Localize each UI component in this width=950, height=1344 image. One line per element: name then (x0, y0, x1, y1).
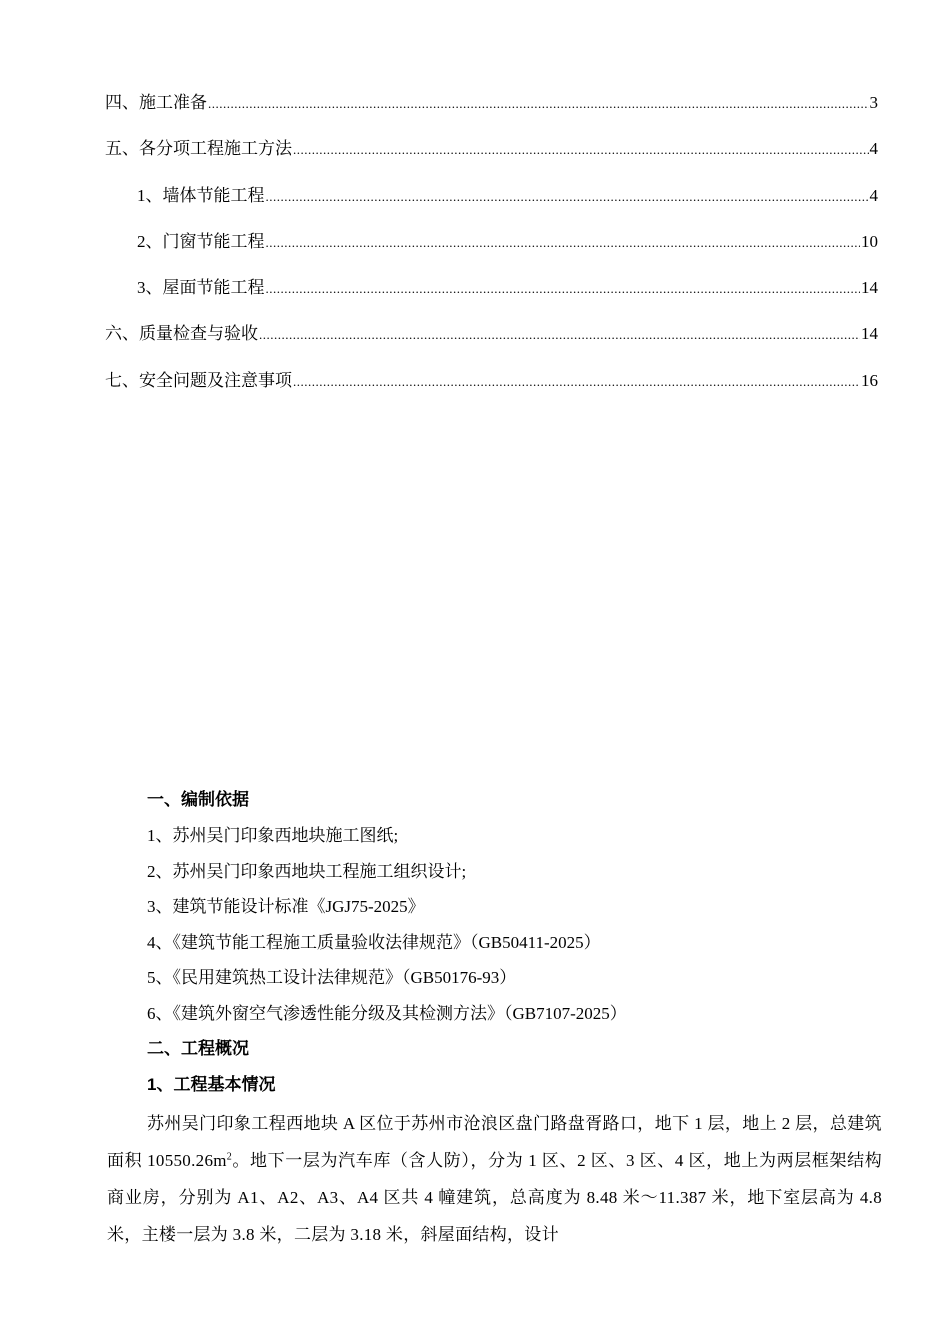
toc-page-number: 4 (869, 139, 878, 159)
toc-entry-title: 七、安全问题及注意事项 (105, 370, 292, 390)
toc-dot-leader (208, 96, 869, 112)
basis-list-item: 1、苏州吴门印象西地块施工图纸; (147, 826, 399, 845)
paragraph-text: 。地下一层为汽车库（含人防），分为 1 区、2 区、3 区、4 区，地上为两层框架结构商业房，分别为 A1、A2、A3、A4 区共 4 幢建筑，总高度为 8.48 米～11.387 米，地下室层高为 4.8 米，主楼一层为 3.8 米，二层为 3.18 米，斜屋面结构，设计 (107, 1151, 883, 1244)
toc-page-number: 16 (861, 370, 878, 390)
toc-page-number: 4 (869, 185, 878, 205)
toc-entry[interactable] (105, 88, 878, 134)
toc-dot-leader (266, 189, 869, 205)
project-description-paragraph (107, 1105, 882, 1253)
toc-dot-leader (293, 374, 860, 390)
basis-list-item: 3、建筑节能设计标准《JGJ75-2025》 (147, 897, 425, 916)
section-heading-basis: 一、编制依据 (147, 790, 249, 809)
toc-dot-leader (266, 281, 861, 297)
toc-entry-title: 3、屋面节能工程 (137, 278, 265, 298)
toc-entry[interactable] (105, 366, 878, 412)
toc-subentry[interactable] (105, 181, 878, 227)
toc-entry-title: 六、质量检查与验收 (105, 324, 258, 344)
toc-subentry[interactable] (105, 227, 878, 273)
toc-entry-title: 2、门窗节能工程 (137, 231, 265, 251)
toc-entry[interactable] (105, 134, 878, 180)
section-heading-overview: 二、工程概况 (147, 1039, 249, 1058)
paragraph-text: 苏州吴门印象工程西地块 A 区位于苏州市沧浪区盘门路盘胥路口，地下 1 层，地上 2 层，总建筑面积 10550.26m (107, 1114, 882, 1170)
basis-list-item: 2、苏州吴门印象西地块工程施工组织设计; (147, 861, 467, 881)
toc-dot-leader (266, 235, 861, 251)
basis-list-item: 6、《建筑外窗空气渗透性能分级及其检测方法》（GB7107-2025） (147, 1003, 627, 1023)
table-of-contents (105, 88, 878, 412)
toc-entry[interactable] (105, 319, 878, 365)
toc-page-number: 3 (869, 93, 878, 112)
toc-dot-leader (293, 142, 869, 158)
toc-entry-title: 1、墙体节能工程 (137, 185, 265, 205)
toc-page-number: 10 (861, 231, 878, 251)
toc-entry-title: 五、各分项工程施工方法 (105, 139, 292, 159)
toc-subentry[interactable] (105, 273, 878, 319)
toc-page-number: 14 (861, 278, 878, 298)
basis-list-item: 5、《民用建筑热工设计法律规范》（GB50176-93） (147, 968, 517, 987)
toc-entry-title: 四、施工准备 (105, 93, 207, 112)
document-body (107, 782, 882, 1253)
toc-dot-leader (259, 327, 860, 343)
toc-page-number: 14 (861, 324, 878, 344)
subsection-heading-basic-info: 1、工程基本情况 (147, 1075, 276, 1094)
area-unit-superscript: 2 (226, 1151, 233, 1163)
basis-list-item: 4、《建筑节能工程施工质量验收法律规范》（GB50411-2025） (147, 932, 601, 952)
